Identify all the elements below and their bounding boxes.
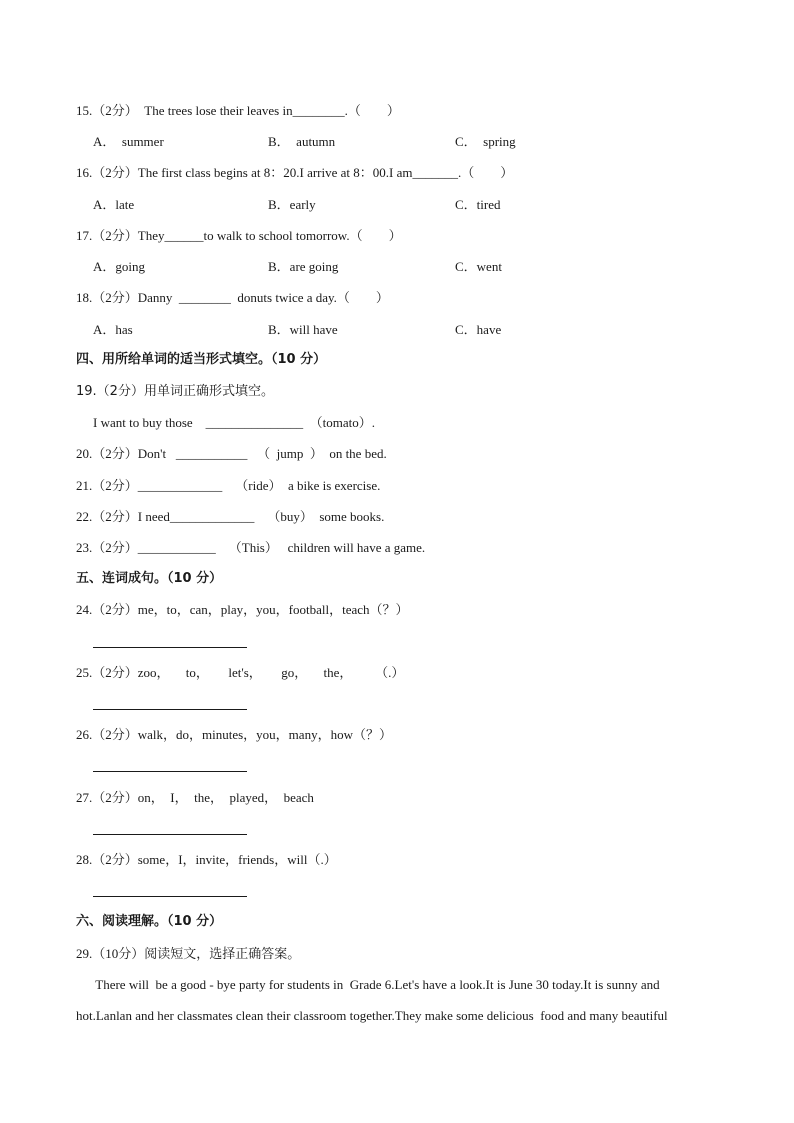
question-23: 23.（2分）____________ （This） children will have a game. [76,540,426,555]
question-17-option-b: B．are going [268,259,339,274]
question-15-option-a: A． summer [93,134,164,149]
question-15-option-b: B． autumn [268,134,336,149]
question-19-sentence: I want to buy those _______________ （tomato）. [93,415,376,430]
question-18-stem: 18.（2分）Danny ________ donuts twice a day.（ ） [76,290,389,305]
answer-line-24[interactable] [93,647,247,648]
question-15-stem: 15.（2分） The trees lose their leaves in________.（ ） [76,103,400,118]
section-5-heading: 五、连词成句。（10 分） [76,571,223,586]
answer-line-25[interactable] [93,709,247,710]
question-18-option-b: B．will have [268,322,338,337]
question-15-option-c: C． spring [455,134,516,149]
reading-passage-line-2: hot.Lanlan and her classmates clean their classroom together.They make some delicious food and many beautiful [76,1008,668,1023]
answer-line-27[interactable] [93,834,247,835]
question-28: 28.（2分）some，I，invite，friends，will（.） [76,852,337,867]
section-4-heading: 四、用所给单词的适当形式填空。（10 分） [76,352,327,367]
question-19-stem: 19.（2分）用单词正确形式填空。 [76,384,274,399]
answer-line-28[interactable] [93,896,247,897]
question-16-stem: 16.（2分）The first class begins at 8：20.I arrive at 8：00.I am_______.（ ） [76,165,514,180]
reading-passage-line-1: There will be a good - bye party for students in Grade 6.Let's have a look.It is June 30 today.It is sunny and [76,977,660,992]
question-17-stem: 17.（2分）They______to walk to school tomorrow.（ ） [76,228,402,243]
question-17-option-c: C．went [455,259,502,274]
question-26: 26.（2分）walk，do，minutes，you，many，how（？） [76,727,392,742]
question-21: 21.（2分）_____________ （ride） a bike is exercise. [76,478,381,493]
question-16-option-c: C．tired [455,197,501,212]
section-6-heading: 六、阅读理解。（10 分） [76,914,223,929]
question-22: 22.（2分）I need_____________ （buy） some books. [76,509,385,524]
answer-line-26[interactable] [93,771,247,772]
question-29-stem: 29.（10分）阅读短文，选择正确答案。 [76,946,301,961]
question-16-option-b: B．early [268,197,316,212]
question-17-option-a: A．going [93,259,146,274]
question-27: 27.（2分）on， I， the， played， beach [76,790,314,805]
question-18-option-c: C．have [455,322,502,337]
question-24: 24.（2分）me，to，can，play，you，football，teach（？） [76,602,409,617]
question-18-option-a: A．has [93,322,133,337]
question-25: 25.（2分）zoo， to， let's， go， the， （.） [76,665,405,680]
question-16-option-a: A．late [93,197,135,212]
question-20: 20.（2分）Don't ___________ （ jump ） on the bed. [76,446,387,461]
